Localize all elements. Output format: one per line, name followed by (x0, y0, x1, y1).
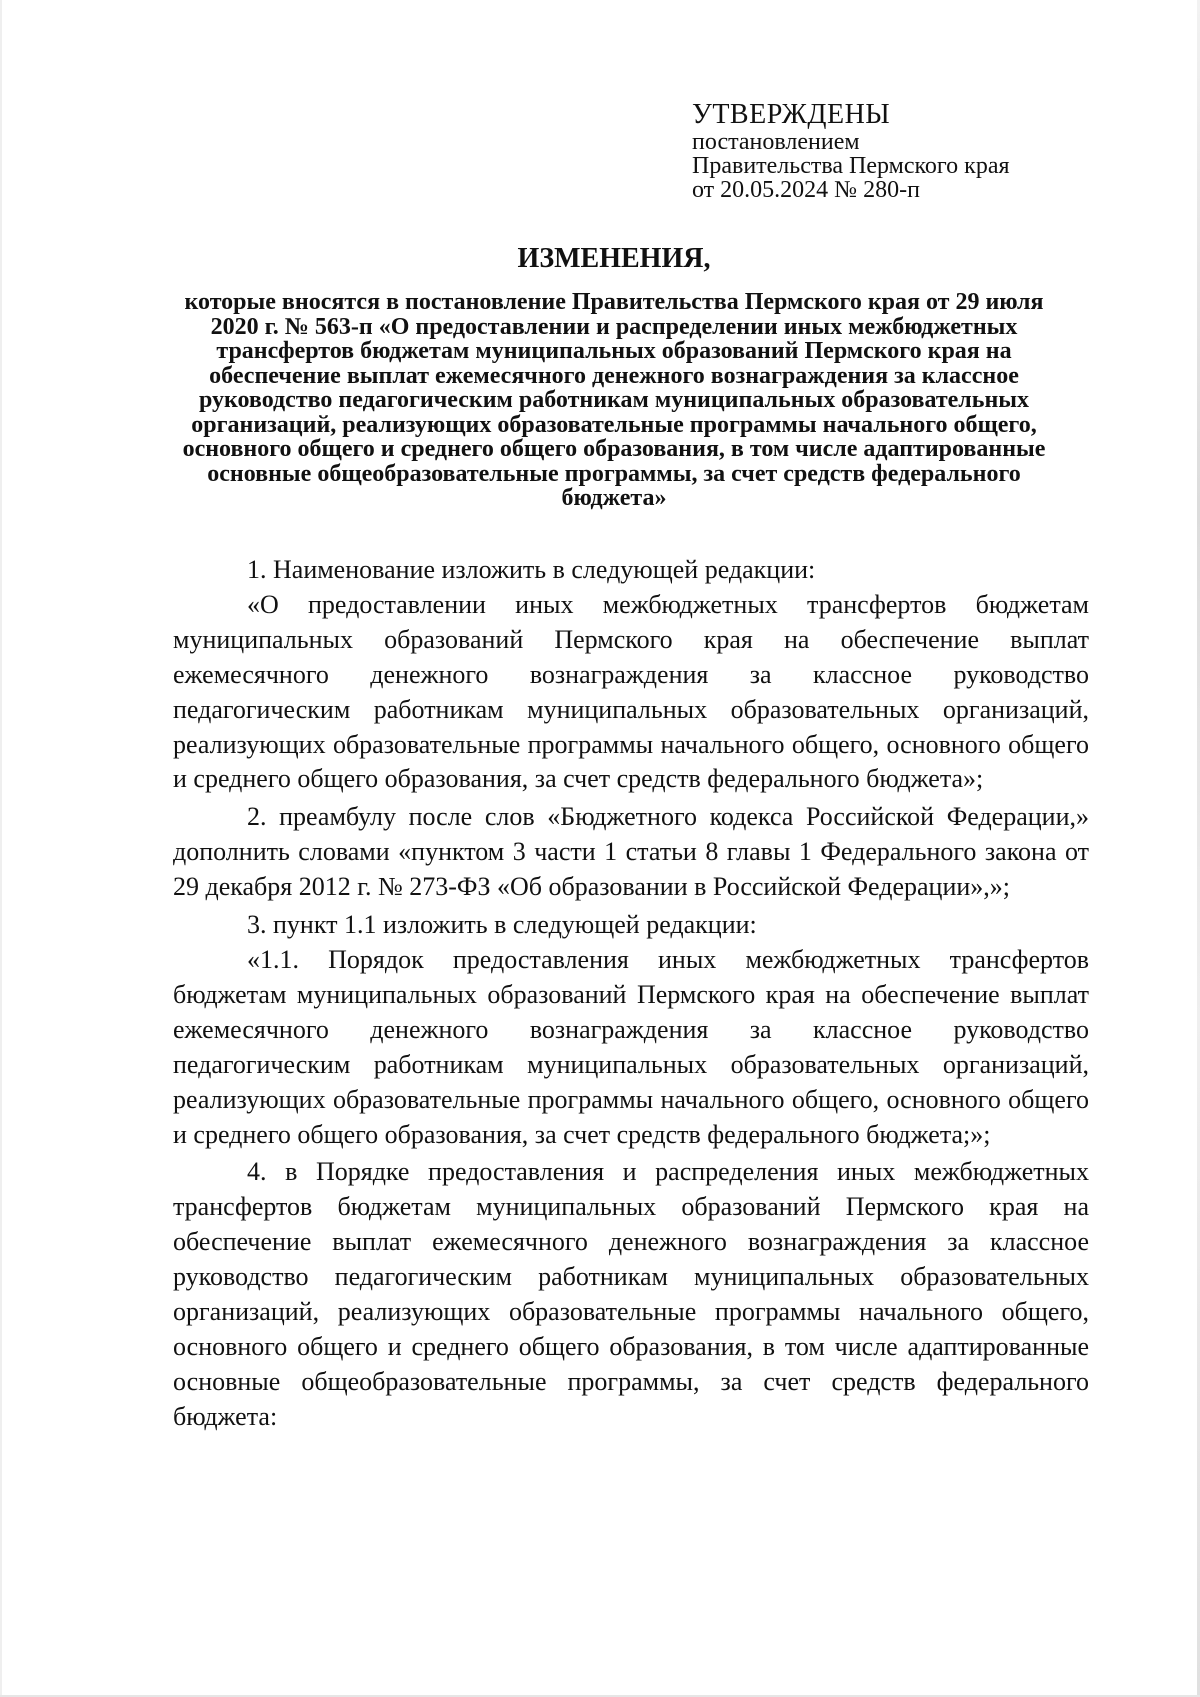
document-title: ИЗМЕНЕНИЯ, (517, 243, 711, 274)
approval-line-1: постановлением (692, 129, 860, 155)
paragraph-1: 1. Наименование изложить в следующей редакции: (247, 555, 816, 584)
approval-line-3: от 20.05.2024 № 280-п (692, 177, 920, 203)
document-heading (160, 242, 1068, 511)
paragraph-3: 3. пункт 1.1 изложить в следующей редакции: (247, 910, 757, 940)
approval-stamp (692, 100, 1132, 202)
approval-title: УТВЕРЖДЕНЫ (692, 99, 891, 130)
paragraph-4: 4. в Порядке предоставления и распределения иных межбюджетных трансфертов бюджетам муниципальных образований Пермского края на обеспечение выплат ежемесячного денежного вознаграждения за классное руководство педагогическим работникам муниципальных образовательных организаций, реализующих образовательные программы начального общего, основного общего и среднего общего образования, в том числе адаптированные основные общеобразовательные программы, за счет средств федерального бюджета: (173, 1157, 1089, 1431)
paragraph-2: 2. преамбулу после слов «Бюджетного кодекса Российской Федерации,» дополнить словами «пунктом 3 части 1 статьи 8 главы 1 Федерального закона от 29 декабря 2012 г. № 273-ФЗ «Об образовании в Российской Федерации»,»; (173, 802, 1089, 902)
document-subtitle: которые вносятся в постановление Правительства Пермского края от 29 июля 2020 г. № 563-п «О предоставлении и распределении иных межбюджетных трансфертов бюджетам муниципальных образований Пермского края на обеспечение выплат ежемесячного денежного вознаграждения за классное руководство педагогическим работникам муниципальных образовательных организаций, реализующих образовательные программы начального общего, основного общего и среднего общего образования, в том числе адаптированные основные общеобразовательные программы, за счет средств федерального бюджета» (182, 289, 1046, 511)
scan-edge-left (0, 0, 2, 1697)
approval-line-2: Правительства Пермского края (692, 153, 1010, 179)
paragraph-3-quote: «1.1. Порядок предоставления иных межбюджетных трансфертов бюджетам муниципальных образований Пермского края на обеспечение выплат ежемесячного денежного вознаграждения за классное руководство педагогическим работникам муниципальных образовательных организаций, реализующих образовательные программы начального общего, основного общего и среднего общего образования, за счет средств федерального бюджета;»; (173, 944, 1089, 1149)
document-body (173, 553, 1089, 1435)
paragraph-1-quote: «О предоставлении иных межбюджетных трансфертов бюджетам муниципальных образований Пермского края на обеспечение выплат ежемесячного денежного вознаграждения за классное руководство педагогическим работникам муниципальных образовательных организаций, реализующих образовательные программы начального общего, основного общего и среднего общего образования, за счет средств федерального бюджета»; (173, 589, 1089, 794)
